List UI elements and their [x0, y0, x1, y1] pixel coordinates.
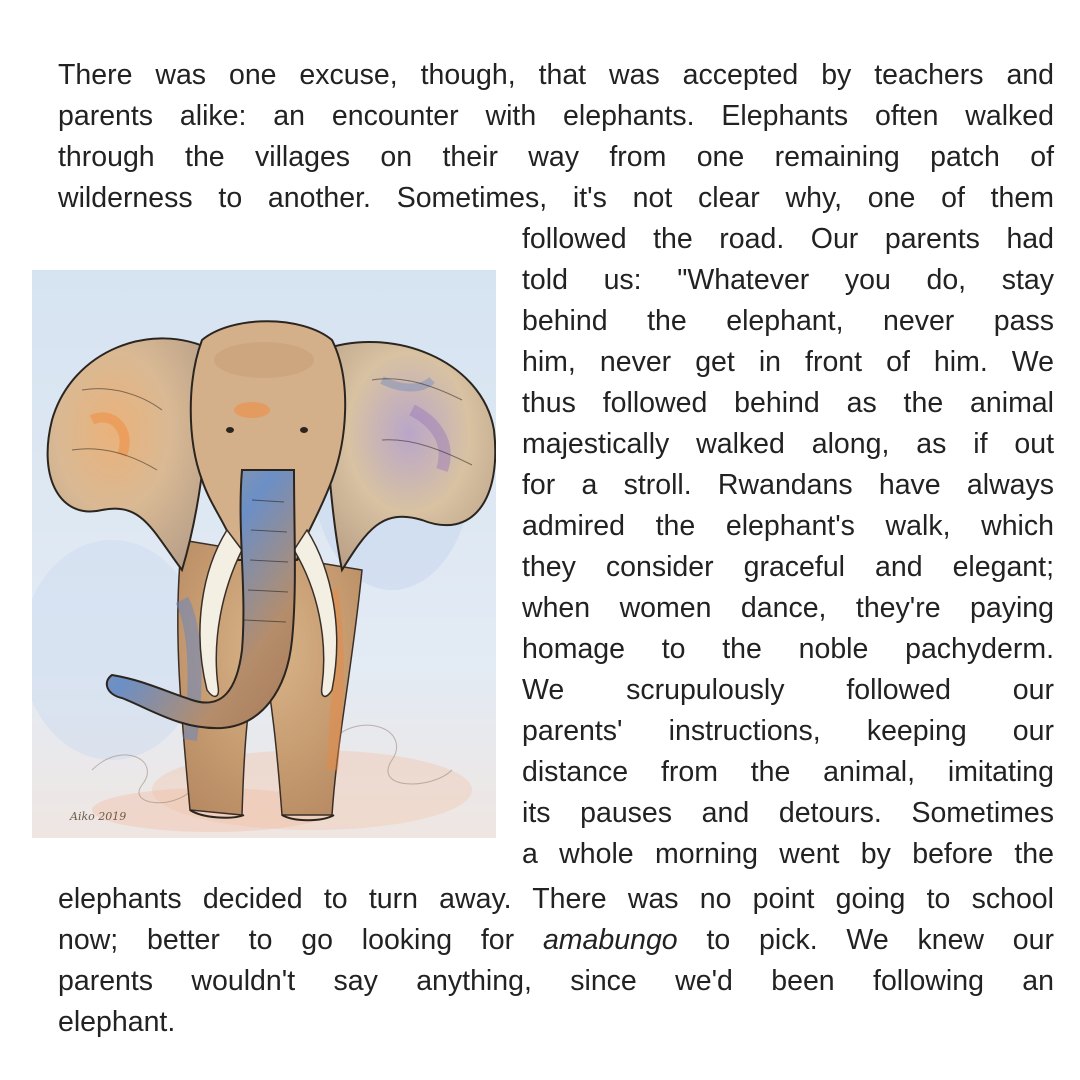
text-line: distance from the animal, imitating	[522, 756, 1054, 788]
text-line: its pauses and detours. Sometimes	[522, 797, 1054, 829]
text-line: We scrupulously followed our	[522, 674, 1054, 706]
text-line: wilderness to another. Sometimes, it's not clear why, one of them	[58, 182, 1054, 214]
text-line: admired the elephant's walk, which	[522, 510, 1054, 542]
text-line: a whole morning went by before the	[522, 838, 1054, 870]
text-line: when women dance, they're paying	[522, 592, 1054, 624]
text-line: There was one excuse, though, that was accepted by teachers and	[58, 59, 1054, 91]
text-line: homage to the noble pachyderm.	[522, 633, 1054, 665]
text-line: parents' instructions, keeping our	[522, 715, 1054, 747]
text-line-with-italic	[58, 920, 1054, 961]
text-line: parents alike: an encounter with elephants. Elephants often walked	[58, 100, 1054, 132]
elephant-illustration	[32, 270, 496, 838]
text-line: majestically walked along, as if out	[522, 428, 1054, 460]
text-segment: now; better to go looking for	[58, 924, 543, 956]
elephant-watercolor-icon	[32, 270, 496, 838]
text-line: through the villages on their way from one remaining patch of	[58, 141, 1054, 173]
text-line: thus followed behind as the animal	[522, 387, 1054, 419]
text-line: they consider graceful and elegant;	[522, 551, 1054, 583]
text-line: behind the elephant, never pass	[522, 305, 1054, 337]
text-line: told us: "Whatever you do, stay	[522, 264, 1054, 296]
text-line: him, never get in front of him. We	[522, 346, 1054, 378]
text-line: for a stroll. Rwandans have always	[522, 469, 1054, 501]
text-line: parents wouldn't say anything, since we'd been following an	[58, 965, 1054, 997]
italic-word: amabungo	[542, 924, 678, 956]
text-line: elephants decided to turn away. There was no point going to school	[58, 883, 1054, 915]
text-line: followed the road. Our parents had	[522, 223, 1054, 255]
text-line: elephant.	[58, 1006, 176, 1038]
text-segment: to pick. We knew our	[677, 924, 1054, 956]
artist-signature: Aiko 2019	[70, 810, 127, 823]
